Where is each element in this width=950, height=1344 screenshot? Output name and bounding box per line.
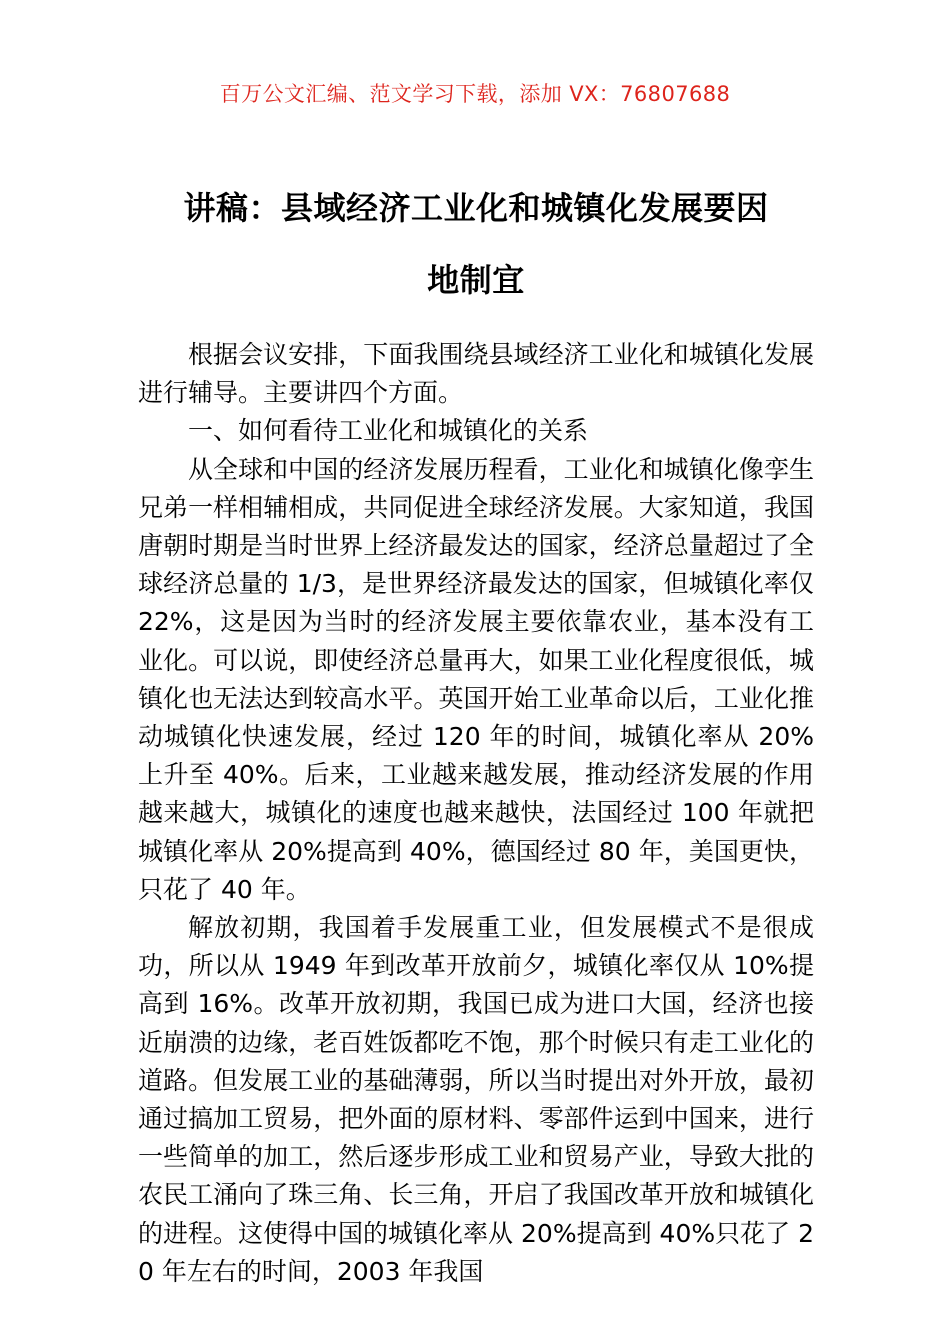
document-body [138, 336, 814, 1291]
paragraph-global-history: 从全球和中国的经济发展历程看，工业化和城镇化像孪生兄弟一样相辅相成，共同促进全球经济发展。大家知道，我国唐朝时期是当时世界上经济最发达的国家，经济总量超过了全球经济总量的 1/3，是世界经济最发达的国家，但城镇化率仅 22%，这是因为当时的经济发展主要依靠农业，基本没有工业化。可以说，即使经济总量再大，如果工业化程度很低，城镇化也无法达到较高水平。英国开始工业革命以后，工业化推动城镇化快速发展，经过 120 年的时间，城镇化率从 20%上升至 40%。后来，工业越来越发展，推动经济发展的作用越来越大，城镇化的速度也越来越快，法国经过 100 年就把城镇化率从 20%提高到 40%，德国经过 80 年，美国更快，只花了 40 年。 [138, 454, 814, 904]
page-title-line-2: 地制宜 [427, 261, 525, 299]
section-heading-one: 一、如何看待工业化和城镇化的关系 [188, 416, 589, 446]
page-title-line-1: 讲稿：县域经济工业化和城镇化发展要因 [183, 189, 769, 227]
paragraph-china-history: 解放初期，我国着手发展重工业，但发展模式不是很成功，所以从 1949 年到改革开放前夕，城镇化率仅从 10%提高到 16%。改革开放初期，我国已成为进口大国，经济也接近崩溃的边缘，老百姓饭都吃不饱，那个时候只有走工业化的道路。但发展工业的基础薄弱，所以当时提出对外开放，最初通过搞加工贸易，把外面的原材料、零部件运到中国来，进行一些简单的加工，然后逐步形成工业和贸易产业，导致大批的农民工涌向了珠三角、长三角，开启了我国改革开放和城镇化的进程。这使得中国的城镇化率从 20%提高到 40%只花了 20 年左右的时间，2003 年我国 [138, 913, 814, 1286]
page-title [138, 172, 814, 316]
promo-header-text: 百万公文汇编、范文学习下载，添加 VX：76807688 [219, 82, 731, 106]
paragraph-intro: 根据会议安排，下面我围绕县域经济工业化和城镇化发展进行辅导。主要讲四个方面。 [138, 340, 814, 408]
